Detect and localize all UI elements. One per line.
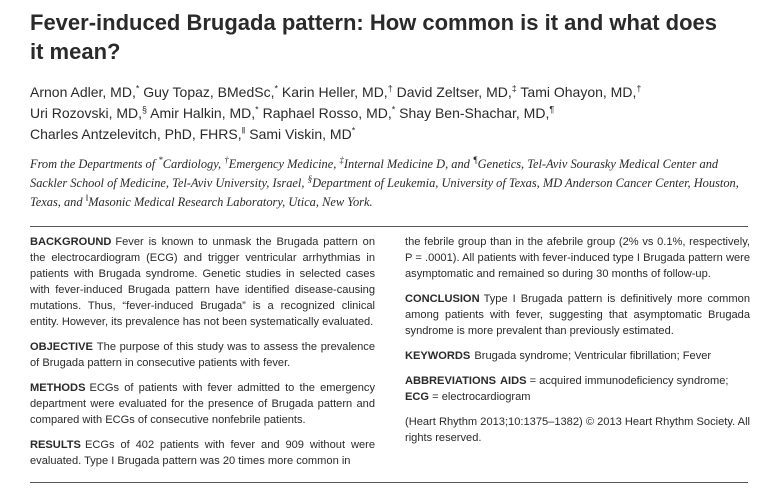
author: Amir Halkin, MD,*	[150, 104, 259, 121]
author: Raphael Rosso, MD,*	[262, 104, 396, 121]
keywords-text: Brugada syndrome; Ventricular fibrillation; Fever	[474, 350, 712, 362]
results-heading: RESULTS	[30, 439, 81, 451]
conclusion-text: Type I Brugada pattern is definitively more common among patients with fever, suggesting that asymptomatic Brugada syndrome is more prevalent than previously estimated.	[405, 293, 750, 337]
abbr-aids: AIDS	[500, 375, 527, 387]
objective-section	[30, 339, 375, 371]
objective-heading: OBJECTIVE	[30, 341, 93, 353]
abbr-aids-def: = acquired immunodeficiency syndrome;	[526, 375, 729, 387]
author: Uri Rozovski, MD,§	[30, 104, 148, 121]
abstract-top-rule	[30, 226, 748, 227]
conclusion-heading: CONCLUSION	[405, 293, 480, 305]
background-section	[30, 234, 375, 330]
abbr-ecg-def: = electrocardiogram	[429, 391, 531, 403]
results-continued: the febrile group than in the afebrile group (2% vs 0.1%, respectively, P = .0001). All patients with fever-induced type I Brugada pattern were asymptomatic and remained so during 30 months of follow-up.	[405, 236, 750, 280]
affiliations: From the Departments of *Cardiology, †Emergency Medicine, ‡Internal Medicine D, and ¶Genetics, Tel-Aviv Sourasky Medical Center and Sackler School of Medicine, Tel-Aviv University, Israel, §Department of Leukemia, University of Texas, MD Anderson Cancer Center, Houston, Texas, and ‖Masonic Medical Research Laboratory, Utica, New York.	[30, 154, 739, 209]
results-section	[30, 437, 375, 469]
background-text: Fever is known to unmask the Brugada pattern on the electrocardiogram (ECG) and trigger ventricular arrhythmias in patients with Brugada syndrome. Genetic studies in selected cases with fever-induced Brugada pattern have identified disease-causing mutations. Thus, “fever-induced Brugada” is a recognized clinical entity. However, its prevalence has not been systematically evaluated.	[30, 236, 375, 328]
author: Karin Heller, MD,†	[281, 83, 393, 100]
author: Guy Topaz, BMedSc,*	[143, 83, 278, 100]
abstract-column-right	[405, 234, 750, 455]
abbreviations-heading: ABBREVIATIONS	[405, 375, 497, 387]
methods-section	[30, 380, 375, 428]
methods-heading: METHODS	[30, 382, 86, 394]
author: Tami Ohayon, MD,†	[520, 83, 642, 100]
keywords-section	[405, 348, 750, 364]
author: David Zeltser, MD,‡	[396, 83, 517, 100]
author: Shay Ben-Shachar, MD,¶	[399, 104, 555, 121]
keywords-heading: KEYWORDS	[405, 350, 471, 362]
article-title: Fever-induced Brugada pattern: How common is it and what does it mean?	[30, 10, 717, 64]
methods-text: ECGs of patients with fever admitted to the emergency department were evaluated for the presence of Brugada pattern and compared with ECGs of consecutive nonfebrile patients.	[30, 382, 375, 426]
background-heading: BACKGROUND	[30, 236, 112, 248]
author: Arnon Adler, MD,*	[30, 83, 140, 100]
citation: (Heart Rhythm 2013;10:1375–1382) © 2013 Heart Rhythm Society. All rights reserved.	[405, 416, 750, 444]
author: Charles Antzelevitch, PhD, FHRS,‖	[30, 125, 246, 142]
objective-text: The purpose of this study was to assess the prevalence of Brugada pattern in consecutive patients with fever.	[30, 341, 375, 369]
abbr-ecg: ECG	[405, 391, 430, 403]
results-text: ECGs of 402 patients with fever and 909 without were evaluated. Type I Brugada pattern was 20 times more common in	[30, 439, 375, 467]
abstract-column-left	[30, 234, 375, 478]
conclusion-section	[405, 291, 750, 339]
author: Sami Viskin, MD*	[249, 125, 356, 142]
abbreviations-section	[405, 373, 750, 405]
abstract-bottom-rule	[30, 482, 748, 483]
author-list	[30, 82, 750, 145]
